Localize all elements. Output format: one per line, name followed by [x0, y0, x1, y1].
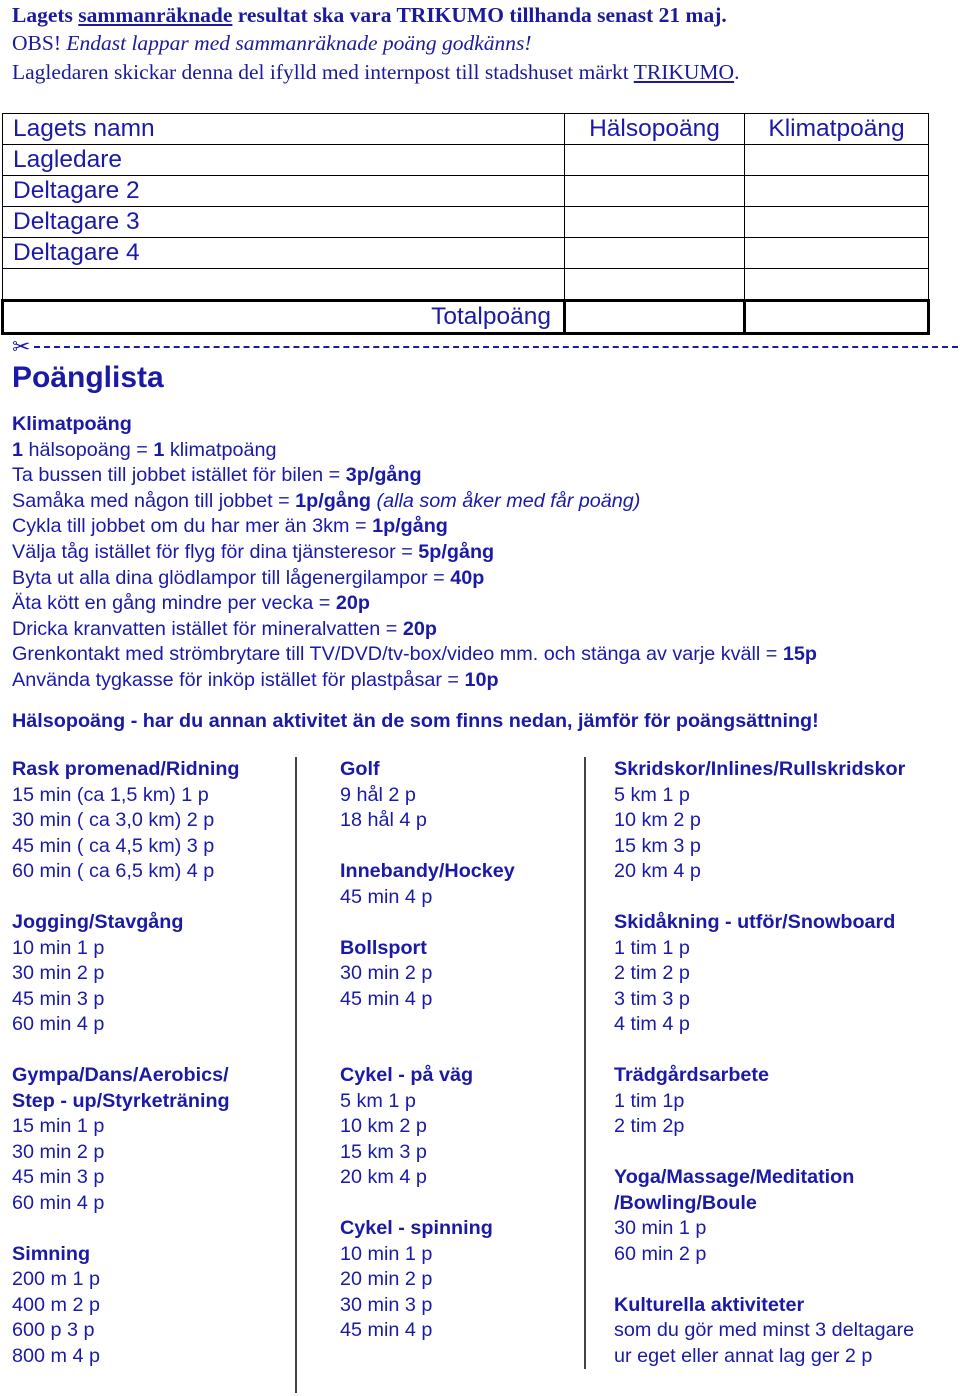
delivery-recipient: TRIKUMO	[633, 60, 735, 84]
activity-entry: 45 min ( ca 4,5 km) 3 p	[12, 834, 215, 857]
header-klimatpoang: Klimatpoäng	[745, 114, 929, 145]
activity-entry: 20 km 4 p	[614, 860, 701, 882]
activity-entry: 45 min 4 p	[340, 987, 433, 1010]
activity-heading: Rask promenad/Ridning	[12, 758, 240, 780]
spacer	[12, 1038, 240, 1064]
spacer	[614, 1038, 914, 1064]
spacer	[12, 1216, 240, 1242]
activity-heading: Step - up/Styrketräning	[12, 1089, 230, 1112]
rule-line: Äta kött en gång mindre per vecka = 20p	[12, 592, 370, 615]
spacer	[340, 910, 515, 936]
obs-notice	[12, 30, 532, 56]
deltagare2-name-cell[interactable]: Deltagare 2	[3, 176, 565, 207]
rule-line: Samåka med någon till jobbet = 1p/gång (alla som åker med får poäng)	[12, 489, 641, 512]
rule-line: Dricka kranvatten istället för mineralvatten = 20p	[12, 617, 437, 640]
activity-entry: 30 min 3 p	[340, 1293, 433, 1316]
rule-line: 1 hälsopoäng = 1 klimatpoäng	[12, 438, 277, 461]
activity-entry: 20 min 2 p	[340, 1268, 433, 1290]
team-form-table	[1, 113, 930, 335]
deltagare4-klimat-cell[interactable]	[745, 238, 929, 269]
activity-entry: 400 m 2 p	[12, 1293, 100, 1316]
deltagare3-klimat-cell[interactable]	[745, 207, 929, 238]
activity-entry: 9 hål 2 p	[340, 783, 416, 806]
spacer	[340, 1038, 515, 1064]
activity-heading: Jogging/Stavgång	[12, 911, 184, 933]
rule-line: Välja tåg istället för flyg för dina tjänsteresor = 5p/gång	[12, 540, 495, 563]
column-divider	[584, 757, 586, 1369]
activity-entry: 10 min 1 p	[340, 1242, 433, 1265]
extra-klimat-cell[interactable]	[745, 269, 929, 301]
activity-entry: 200 m 1 p	[12, 1268, 100, 1290]
activity-entry: 18 hål 4 p	[340, 809, 427, 831]
activity-entry: 4 tim 4 p	[614, 1013, 690, 1035]
activity-heading: Gympa/Dans/Aerobics/	[12, 1064, 229, 1086]
activity-entry: 10 min 1 p	[12, 936, 105, 959]
lagledare-halso-cell[interactable]	[565, 145, 745, 176]
poanglista-title: Poänglista	[12, 361, 164, 394]
activity-entry: 15 km 3 p	[614, 834, 701, 857]
spacer	[12, 885, 240, 911]
deadline-text-underlined: sammanräknade	[78, 3, 233, 27]
activity-entry: 15 min 1 p	[12, 1115, 105, 1137]
activity-column-2	[340, 757, 515, 1344]
rule-line: Ta bussen till jobbet istället för bilen = 3p/gång	[12, 464, 422, 487]
spacer	[614, 1140, 914, 1166]
activity-entry: 60 min 4 p	[12, 1191, 105, 1214]
activity-entry: 30 min 1 p	[614, 1217, 707, 1239]
activity-entry: 10 km 2 p	[614, 809, 701, 831]
activity-entry: 5 km 1 p	[340, 1089, 416, 1112]
spacer	[340, 834, 515, 860]
activity-entry: 600 p 3 p	[12, 1319, 95, 1341]
activity-entry: 10 km 2 p	[340, 1115, 427, 1137]
table-row	[3, 238, 929, 269]
extra-name-cell[interactable]	[3, 269, 565, 301]
activity-heading: Golf	[340, 758, 380, 780]
activity-heading: Trädgårdsarbete	[614, 1064, 770, 1086]
delivery-notice	[12, 59, 739, 85]
table-row	[3, 269, 929, 301]
activity-entry: 60 min ( ca 6,5 km) 4 p	[12, 860, 215, 882]
cut-line	[12, 334, 958, 359]
activity-entry: 5 km 1 p	[614, 783, 690, 806]
spacer	[614, 1267, 914, 1293]
table-row	[3, 207, 929, 238]
activity-heading: Cykel - spinning	[340, 1217, 493, 1239]
activity-entry: 2 tim 2 p	[614, 962, 690, 984]
activity-entry: 15 km 3 p	[340, 1140, 427, 1163]
lagledare-name-cell[interactable]: Lagledare	[3, 145, 565, 176]
total-klimat-cell[interactable]	[745, 301, 929, 334]
extra-halso-cell[interactable]	[565, 269, 745, 301]
deltagare3-halso-cell[interactable]	[565, 207, 745, 238]
activity-entry: 45 min 4 p	[340, 885, 433, 908]
header-halsopoang: Hälsopoäng	[565, 114, 745, 145]
total-label: Totalpoäng	[3, 301, 565, 334]
spacer	[614, 885, 914, 911]
klimat-heading: Klimatpoäng	[12, 413, 132, 435]
delivery-text: Lagledaren skickar denna del ifylld med internpost till stadshuset märkt	[12, 60, 634, 84]
activity-heading: Innebandy/Hockey	[340, 860, 515, 882]
activity-heading: Kulturella aktiviteter	[614, 1293, 805, 1316]
total-row	[3, 301, 929, 334]
halso-heading: Hälsopoäng - har du annan aktivitet än de som finns nedan, jämför för poängsättning!	[12, 710, 819, 732]
obs-text: Endast lappar med sammanräknade poäng godkänns!	[60, 31, 532, 55]
klimat-rules	[12, 412, 817, 694]
activity-heading: Skridskor/Inlines/Rullskridskor	[614, 758, 906, 780]
team-name-cell[interactable]: Lagets namn	[3, 114, 565, 145]
activity-entry: 2 tim 2p	[614, 1115, 685, 1137]
deltagare3-name-cell[interactable]: Deltagare 3	[3, 207, 565, 238]
activity-column-1	[12, 757, 240, 1369]
deltagare2-halso-cell[interactable]	[565, 176, 745, 207]
scissors-icon: ✂	[12, 334, 31, 359]
activity-heading: Simning	[12, 1242, 91, 1265]
activity-column-3	[614, 757, 914, 1369]
activity-entry: 60 min 4 p	[12, 1013, 105, 1035]
delivery-period: .	[734, 60, 740, 84]
activity-heading: Skidåkning - utför/Snowboard	[614, 911, 896, 933]
activity-entry: ur eget eller annat lag ger 2 p	[614, 1344, 873, 1367]
activity-heading: Yoga/Massage/Meditation	[614, 1166, 855, 1188]
activity-heading: Bollsport	[340, 936, 427, 959]
rule-line: Grenkontakt med strömbrytare till TV/DVD/tv-box/video mm. och stänga av varje kväll = 15p	[12, 643, 817, 666]
obs-label: OBS!	[12, 31, 61, 55]
deltagare4-name-cell[interactable]: Deltagare 4	[3, 238, 565, 269]
rule-line: Använda tygkasse för inköp istället för plastpåsar = 10p	[12, 668, 499, 691]
spacer	[340, 1191, 515, 1217]
dashed-divider	[34, 346, 958, 348]
deltagare2-klimat-cell[interactable]	[745, 176, 929, 207]
activity-entry: 800 m 4 p	[12, 1344, 100, 1367]
deadline-text-post: resultat ska vara TRIKUMO tillhanda senast 21 maj.	[232, 3, 727, 27]
spacer	[340, 1012, 515, 1038]
deadline-text-pre: Lagets	[12, 3, 79, 27]
total-halso-cell[interactable]	[565, 301, 745, 334]
activity-entry: 3 tim 3 p	[614, 987, 690, 1010]
activity-entry: 45 min 3 p	[12, 987, 105, 1010]
activity-entry: 1 tim 1p	[614, 1089, 685, 1112]
activity-heading: /Bowling/Boule	[614, 1191, 757, 1214]
table-row	[3, 114, 929, 145]
activity-entry: 30 min ( ca 3,0 km) 2 p	[12, 809, 215, 831]
activity-entry: 30 min 2 p	[340, 962, 433, 984]
deadline-notice	[12, 2, 727, 28]
activity-entry: som du gör med minst 3 deltagare	[614, 1319, 915, 1341]
activity-entry: 1 tim 1 p	[614, 936, 690, 959]
table-row	[3, 176, 929, 207]
rule-line: Byta ut alla dina glödlampor till lågenergilampor = 40p	[12, 566, 485, 589]
activity-entry: 45 min 3 p	[12, 1166, 105, 1188]
lagledare-klimat-cell[interactable]	[745, 145, 929, 176]
activity-entry: 60 min 2 p	[614, 1242, 707, 1265]
rule-line: Cykla till jobbet om du har mer än 3km = 1p/gång	[12, 515, 448, 538]
table-row	[3, 145, 929, 176]
activity-entry: 15 min (ca 1,5 km) 1 p	[12, 783, 209, 806]
activity-entry: 30 min 2 p	[12, 1140, 105, 1163]
activity-entry: 30 min 2 p	[12, 962, 105, 984]
column-divider	[295, 757, 297, 1393]
activity-entry: 45 min 4 p	[340, 1319, 433, 1341]
deltagare4-halso-cell[interactable]	[565, 238, 745, 269]
activity-heading: Cykel - på väg	[340, 1064, 474, 1086]
activity-entry: 20 km 4 p	[340, 1166, 427, 1188]
